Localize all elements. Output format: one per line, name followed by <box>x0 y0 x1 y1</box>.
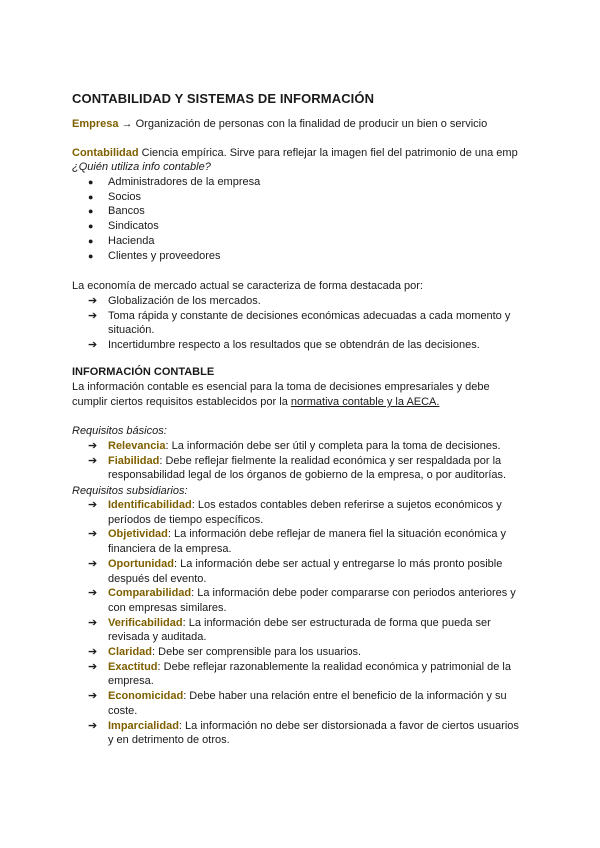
list-item: Bancos <box>108 205 145 218</box>
requirement-term: Relevancia <box>108 440 166 452</box>
list-item-line <box>108 645 361 660</box>
requirement-text: : Debe reflejar razonablemente la realidad económica y patrimonial de la <box>157 660 511 673</box>
requirement-term: Fiabilidad <box>108 454 160 467</box>
list-item-continuation: períodos de tiempo específicos. <box>108 513 264 526</box>
list-item-line <box>108 660 511 675</box>
info-heading: INFORMACIÓN CONTABLE <box>72 366 215 378</box>
info-paragraph-line-1: La información contable es esencial para la toma de decisiones empresariales y debe <box>72 381 490 393</box>
bullet-icon: ● <box>88 221 94 232</box>
requirement-text: : Los estados contables deben referirse a sujetos económicos y <box>191 499 502 511</box>
list-item-continuation: responsabilidad legal de los órganos de gobierno de la empresa, o por auditorías. <box>108 469 507 482</box>
info-paragraph-text: cumplir ciertos requisitos establecidos por la <box>72 396 291 408</box>
arrow-icon: ➔ <box>88 616 98 629</box>
requirement-text: : Debe haber una relación entre el beneficio de la información y su <box>183 690 507 703</box>
requirement-term: Exactitud <box>108 660 158 673</box>
requirement-term: Verificabilidad <box>108 616 183 629</box>
list-item-line: Globalización de los mercados. <box>108 295 261 307</box>
arrow-icon: ➔ <box>88 440 98 452</box>
list-item-continuation: financiera de la empresa. <box>108 543 232 556</box>
list-item-line <box>108 689 507 704</box>
list-item: Sindicatos <box>108 220 159 233</box>
list-item-continuation: coste. <box>108 704 138 717</box>
right-arrow-icon: → <box>121 118 133 130</box>
requirement-term: Identificabilidad <box>108 499 192 511</box>
requirement-term: Imparcialidad <box>108 719 179 732</box>
list-item-line <box>108 527 506 542</box>
requirement-term: Oportunidad <box>108 557 174 570</box>
basic-requirements-label: Requisitos básicos: <box>72 425 167 437</box>
list-item-continuation: empresa. <box>108 675 154 688</box>
requirement-text: : La información debe ser útil y completa para la toma de decisiones. <box>165 440 501 452</box>
list-item: Administradores de la empresa <box>108 176 261 188</box>
list-item-continuation: con empresas similares. <box>108 601 227 614</box>
list-item-line <box>108 719 519 734</box>
requirement-term: Comparabilidad <box>108 587 192 600</box>
page-title: CONTABILIDAD Y SISTEMAS DE INFORMACIÓN <box>72 91 375 106</box>
users-question: ¿Quién utiliza info contable? <box>72 161 211 173</box>
subsidiary-requirements-label: Requisitos subsidiarios: <box>72 485 188 497</box>
arrow-icon: ➔ <box>88 587 98 600</box>
arrow-icon: ➔ <box>88 499 98 511</box>
requirement-term: Claridad <box>108 646 153 658</box>
list-item-line <box>108 616 491 631</box>
list-item-line <box>108 586 516 601</box>
arrow-icon: ➔ <box>88 719 98 732</box>
bullet-icon: ● <box>88 191 94 202</box>
empresa-definition: Organización de personas con la finalidad de producir un bien o servicio <box>135 118 488 130</box>
list-item-continuation: situación. <box>108 324 155 337</box>
list-item: Socios <box>108 190 142 203</box>
arrow-icon: ➔ <box>88 690 98 703</box>
requirement-text: : Debe reflejar fielmente la realidad económica y ser respaldada por la <box>159 454 502 467</box>
arrow-icon: ➔ <box>88 339 98 352</box>
empresa-term: Empresa <box>72 118 119 130</box>
arrow-icon: ➔ <box>88 660 98 673</box>
list-item-line: Incertidumbre respecto a los resultados que se obtendrán de las decisiones. <box>108 339 480 352</box>
requirement-term: Objetividad <box>108 528 168 541</box>
contabilidad-line <box>72 146 518 161</box>
bullet-icon: ● <box>88 206 94 217</box>
arrow-icon: ➔ <box>88 646 98 658</box>
list-item: Hacienda <box>108 234 155 247</box>
requirement-term: Economicidad <box>108 690 184 703</box>
info-paragraph-line-2 <box>72 395 439 410</box>
list-item-continuation: y en detrimento de otros. <box>108 734 230 747</box>
requirement-text: : La información no debe ser distorsionada a favor de ciertos usuarios <box>178 719 519 732</box>
requirement-text: : Debe ser comprensible para los usuarios. <box>152 646 362 658</box>
requirement-text: : La información debe poder compararse con periodos anteriores y <box>191 587 516 600</box>
arrow-icon: ➔ <box>88 528 98 541</box>
normativa-link[interactable]: normativa contable y la AECA. <box>290 396 440 408</box>
list-item-line <box>108 557 502 572</box>
list-item-line <box>108 498 502 513</box>
economy-intro: La economía de mercado actual se caracteriza de forma destacada por: <box>72 280 423 292</box>
arrow-icon: ➔ <box>88 295 98 307</box>
list-item-continuation: revisada y auditada. <box>108 631 207 644</box>
bullet-icon: ● <box>88 235 94 246</box>
list-item-line <box>108 454 501 469</box>
arrow-icon: ➔ <box>88 454 98 467</box>
requirement-text: : La información debe ser estructurada de forma que pueda ser <box>182 616 491 629</box>
requirement-text: : La información debe ser actual y entregarse lo más pronto posible <box>174 557 503 570</box>
arrow-icon: ➔ <box>88 557 98 570</box>
arrow-icon: ➔ <box>88 309 98 322</box>
list-item-line <box>108 439 501 454</box>
empresa-line <box>72 117 487 132</box>
requirement-text: : La información debe reflejar de manera fiel la situación económica y <box>167 528 507 541</box>
list-item-line: Toma rápida y constante de decisiones económicas adecuadas a cada momento y <box>108 309 511 322</box>
contabilidad-definition: Ciencia empírica. Sirve para reflejar la imagen fiel del patrimonio de una emp <box>141 147 518 159</box>
list-item-continuation: después del evento. <box>108 572 207 585</box>
list-item: Clientes y proveedores <box>108 249 221 262</box>
bullet-icon: ● <box>88 250 94 261</box>
contabilidad-term: Contabilidad <box>72 147 139 159</box>
bullet-icon: ● <box>88 177 94 187</box>
